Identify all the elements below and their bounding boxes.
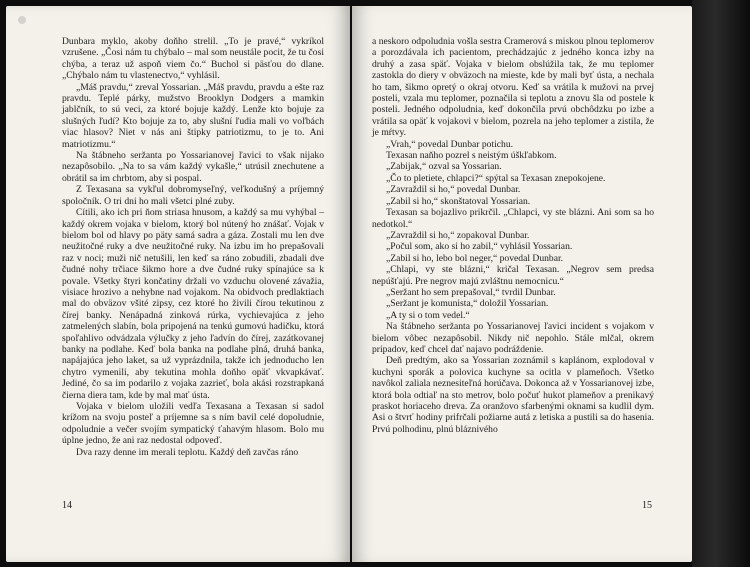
paragraph: Vojaka v bielom uložili vedľa Texasana a Texasan si sadol krížom na svoju posteľ a príjemne sa s ním bavil celé dopoludnie, odpoludnie a večer svojím sympatický ťahavým hlasom. Bolo mu úplne jedno, že ani raz nedostal odpoveď. bbox=[62, 401, 324, 447]
paragraph: Na štábneho seržanta po Yossarianovej ľavici incident s vojakom v bielom vôbec nezapôsobil. Nikdy nič nepohlo. Stále mlčal, okrem prípadov, keď chcel dať najavo podráždenie. bbox=[372, 321, 654, 355]
page-number-left: 14 bbox=[62, 500, 72, 511]
background-edge bbox=[692, 0, 750, 567]
paragraph: Deň predtým, ako sa Yossarian zoznámil s kaplánom, explodoval v kuchyni sporák a polovica kuchyne sa ocitla v plameňoch. Všetko navôkol zaliala neznesiteľná horúčava. Dokonca až v Yossarianovej izbe, ktorá bola odtiaľ na sto metrov, bolo počuť hukot plameňov a prenikavý praskot horiaceho dreva. Za oranžovo sfarbenými oknami sa kudlil dym. Asi o štvrť hodiny prifrčali požiarne autá z letiska a pustili sa do hasenia. Prvú polhodinu, plnú bláznivého bbox=[372, 355, 654, 435]
paragraph: „Zabil si ho,“ skonštatoval Yossarian. bbox=[386, 195, 531, 207]
right-page bbox=[352, 6, 692, 562]
paragraph: „Máš pravdu,“ zreval Yossarian. „Máš pravdu, pravdu a ešte raz pravdu. Teplé párky, mužstvo Brooklyn Dodgers a mamkin jablčník, to sú veci, za ktoré bojuje každý. Lenže kto bojuje za slušných ľudí? Kto bojuje za to, aby slušní ľudia mali vo voľbách viac hlasov? Niet v nás ani štipky patriotizmu, to je to. Ani matriotizmu.“ bbox=[62, 81, 324, 150]
paragraph: „Zavraždil si ho,“ povedal Dunbar. bbox=[386, 184, 521, 196]
paragraph: Texasan naňho pozrel s neistým úškľabkom. bbox=[386, 150, 557, 162]
paragraph: „Počul som, ako si ho zabil,“ vyhlásil Yossarian. bbox=[386, 241, 573, 253]
paragraph: „Čo to pletiete, chlapci?“ spýtal sa Texasan znepokojene. bbox=[386, 172, 606, 184]
page-number-right: 15 bbox=[642, 500, 652, 511]
paragraph: Na štábneho seržanta po Yossarianovej ľavici to však nijako nezapôsobilo. „Na to sa vám každý vykašle,“ utrúsil znechutene a obrátil sa im chrbtom, aby si pospal. bbox=[62, 150, 324, 184]
paragraph: Texasan sa bojazlivo prikrčil. „Chlapci, vy ste blázni. Ani som sa ho nedotkol.“ bbox=[372, 207, 654, 230]
paragraph: „Seržant ho sem prepašoval,“ tvrdil Dunbar. bbox=[386, 286, 556, 298]
paragraph: „A ty si o tom vedel.“ bbox=[386, 309, 470, 321]
paragraph: Dunbara myklo, akoby doňho strelil. „To je pravé,“ vykríkol vzrušene. „Čosi nám tu chýbalo – mal som neustále pocit, že tu čosi chýba, a teraz už aspoň viem čo.“ Buchol si päsťou do dlane. „Chýbalo nám tu vlastenectvo,“ vyhlásil. bbox=[62, 36, 324, 82]
paragraph: „Chlapi, vy ste blázni,“ kričal Texasan. „Negrov sem predsa nepúšťajú. Pre negrov majú zvláštnu nemocnicu.“ bbox=[372, 264, 654, 287]
right-page-text bbox=[372, 36, 654, 435]
paragraph: „Vrah,“ povedal Dunbar potichu. bbox=[386, 138, 514, 150]
paragraph: a neskoro odpoludnia vošla sestra Cramerová s miskou plnou teplomerov a porozdávala ich pacientom, prechádzajúc z jedného konca izby na druhý a zasa späť. Vojaka v bielom obslúžila tak, že mu teplomer zastokla do diery v obväzoch na mieste, kde by mali byť ústa, a nechala ho tam, šikmo opretý o okraj otvoru. Keď sa vrátila k mužovi na prvej posteli, vzala mu teplomer, poznačila si teplotu a znovu šla od postele k posteli. Jedného odpoludnia, keď dokončila prvú obchôdzku po izbe a vrátila sa opäť k vojakovi v bielom, pozrela na jeho teplomer a zistila, že je mŕtvy. bbox=[372, 36, 654, 139]
paragraph: „Seržant je komunista,“ doložil Yossarian. bbox=[386, 298, 549, 310]
page-stain bbox=[18, 16, 26, 24]
left-page-text bbox=[62, 36, 324, 458]
paragraph: Z Texasana sa vykľul dobromyseľný, veľkodušný a príjemný spoločník. O tri dni ho mali všetci plné zuby. bbox=[62, 184, 324, 207]
paragraph: Dva razy denne im merali teplotu. Každý deň zavčas ráno bbox=[76, 446, 299, 458]
paragraph: „Zavraždil si ho,“ zopakoval Dunbar. bbox=[386, 229, 530, 241]
paragraph: „Zabil si ho, lebo bol neger,“ povedal Dunbar. bbox=[386, 252, 564, 264]
paragraph: „Zabijak,“ ozval sa Yossarian. bbox=[386, 161, 502, 173]
paragraph: Cítili, ako ich pri ňom striasa hnusom, a každý sa mu vyhýbal – každý okrem vojaka v bielom, ktorý bol nútený ho znášať. Vojak v bielom bol od hlavy po päty samá sadra a gáza. Zostali mu len dve neužitočné ruky a dve neužitočné ruky. Na izbu im ho prepašovali raz v noci; muži nič netušili, len keď sa ráno zobudili, zbadali dve čudné nohy trčiace šikmo hore a dve čudné ruky spínajúce sa k povale. Všetky štyri končatiny držali vo vzduchu olovené závažia, visiace hrozivo a nehybne nad vojakom. Na obidvoch predlaktiach mal do obväzov všité zipsy, cez ktoré ho živili čírou tekutinou z čírej banky. Nenápadná zinková rúrka, vychievajúca z jeho zatmelených slabín, bola pripojená na tenkú gumovú hadičku, ktorá spoľahlivo odvádzala výlučky z jeho ľadvín do čírej, zazátkovanej banky na podlahe. Keď bola banka na podlahe plná, druhá banka, napájajúca jeho laket, sa už vyprázdnila, takže ich jednoducho len chytro vymenili, aby tekutina mohla doňho opäť vkvapkávať. Jediné, čo sa im podarilo z vojaka zazrieť, bola akási rozstrapkaná čierna diera tam, kde by mal mať ústa. bbox=[62, 207, 324, 401]
left-page bbox=[6, 6, 350, 562]
